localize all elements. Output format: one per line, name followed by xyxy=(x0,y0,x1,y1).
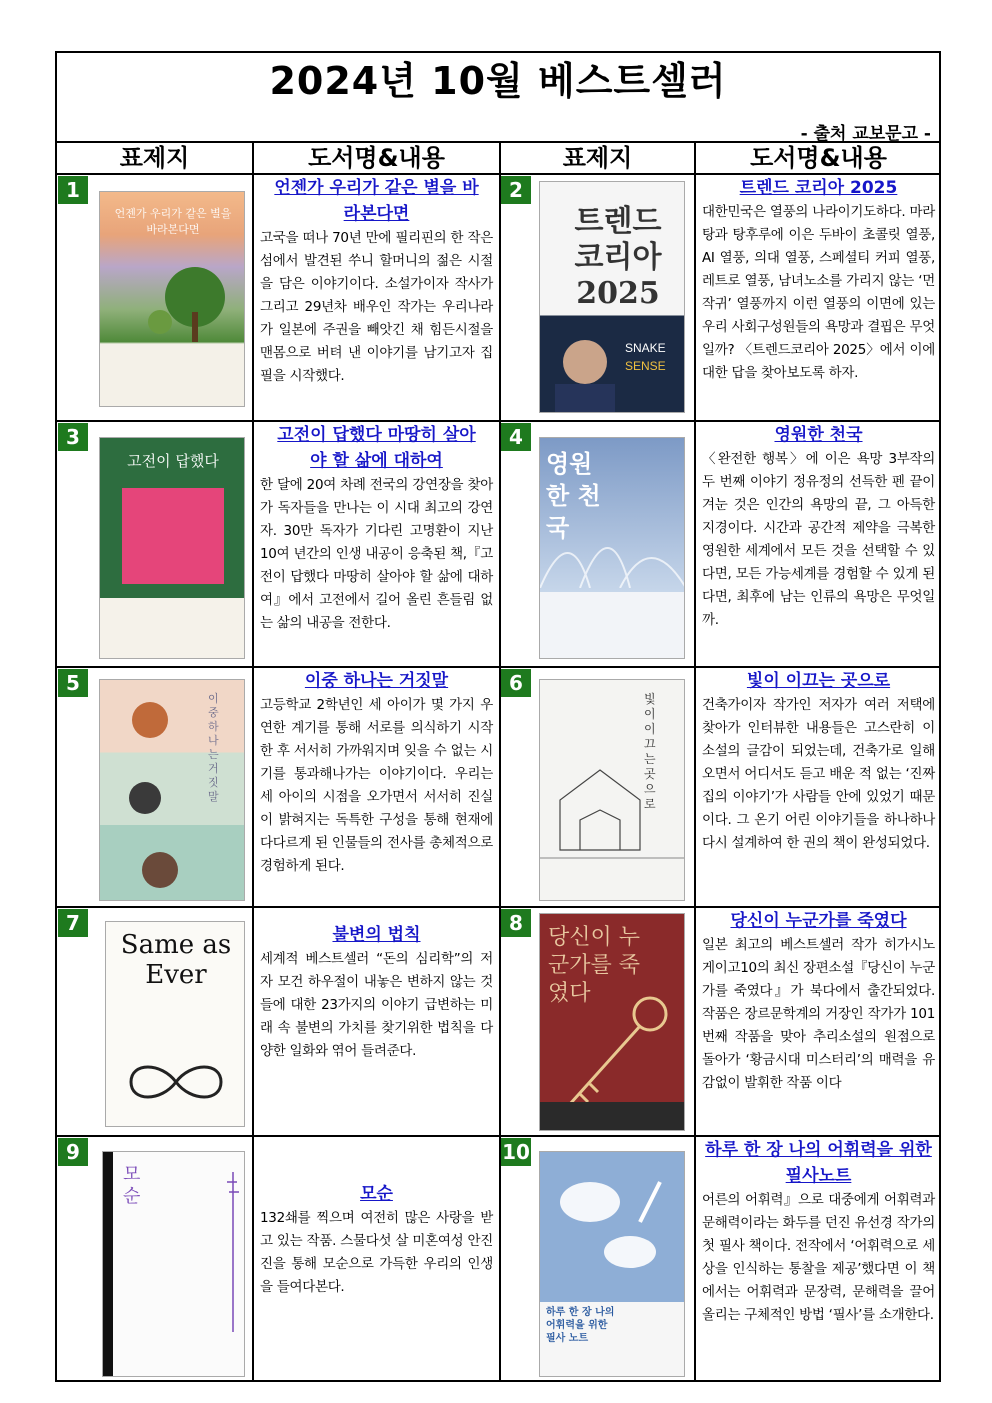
book-description: 건축가이자 작가인 저자가 여러 저택에 찾아가 인터뷰한 내용들은 고스란히 이 소설의 글감이 되었는데, 건축가로 일해 오면서 어디서도 듣고 배운 적 없는 ‘진짜 집의 이야기’가 사람들 안에 있었기 때문이다. 그 온기 어린 이야기들을 하나하나 다시 설계하여 한 권의 책이 완성되었다. xyxy=(702,697,935,851)
cover-block xyxy=(122,488,224,584)
rank-badge: 6 xyxy=(501,669,531,697)
header-cover: 표제지 xyxy=(119,144,190,172)
divider xyxy=(499,142,501,1380)
figures-illustration xyxy=(100,680,245,901)
header-title-content: 도서명&내용 xyxy=(750,144,887,172)
book-description: 어른의 어휘력』으로 대중에게 어휘력과 문해력이라는 화두를 던진 유선경 작가의 첫 필사 책이다. 전작에서 ‘어휘력으로 세상을 인식하는 통찰을 제공’했다면 이 책에서는 어휘력과 문장력, 문해력을 끌어올리는 구체적인 방법 ‘필사’를 소개한다. xyxy=(702,1192,935,1323)
book-description: 고등학교 2학년인 세 아이가 몇 가지 우연한 계기를 통해 서로를 의식하기 시작한 후 서서히 가까워지며 잊을 수 없는 시기를 통과해나가는 이야기이다. 우리는 세 아이의 시점을 오가면서 서서히 진실이 밝혀지는 독특한 구성을 통해 현재에 다다르게 된 인물들의 전사를 총체적으로 경험하게 된다. xyxy=(260,697,493,874)
bestseller-table xyxy=(55,51,941,1382)
cover-title: 당신이 누군가를 죽였다 xyxy=(548,925,641,1006)
author-photo xyxy=(540,322,685,413)
book-description: 132쇄를 찍으며 여전히 많은 사랑을 받고 있는 작품. 스물다섯 살 미혼여성 안진진을 통해 모순으로 가득한 우리의 인생을 들여다본다. xyxy=(260,1210,493,1295)
book-title: 고전이 답했다 마땅히 살아야 할 삶에 대하여 xyxy=(277,425,476,471)
cover-title: 모순 xyxy=(123,1164,141,1207)
book-info xyxy=(696,175,941,420)
svg-text:SNAKE: SNAKE xyxy=(625,341,666,355)
cover-title: 이중 하나는 거짓말 xyxy=(208,692,219,803)
rank-badge: 2 xyxy=(501,176,531,204)
svg-text:SENSE: SENSE xyxy=(625,359,666,373)
book-info xyxy=(254,908,499,1135)
book-description: 세계적 베스트셀러 “돈의 심리학”의 저자 모건 하우절이 내놓은 변하지 않는 것 들에 대한 23가지의 이야기 급변하는 미래 속 불변의 가치를 찾기위한 법칙을 다양한 일화와 엮어 들려준다. xyxy=(260,951,493,1059)
cover-title: 하루 한 장 나의 어휘력을 위한 필사 노트 xyxy=(546,1307,615,1344)
book-description: 한 달에 20여 차례 전국의 강연장을 찾아가 독자들을 만나는 이 시대 최고의 강연자. 30만 독자가 기다린 고명환이 지난 10여 년간의 인생 내공이 응축된 책,『고전이 답했다 마땅히 살아야 할 삶에 대하여』에서 고전에서 길어 올린 흔들림 없는 삶의 내공을 전한다. xyxy=(260,477,493,631)
book-info xyxy=(254,175,499,420)
key-illustration xyxy=(540,994,685,1131)
house-sketch xyxy=(540,740,685,890)
book-cover xyxy=(539,437,685,659)
book-title: 하루 한 장 나의 어휘력을 위한 필사노트 xyxy=(705,1140,932,1186)
rank-badge: 4 xyxy=(501,423,531,451)
book-cover xyxy=(539,1151,685,1377)
grass-illustration xyxy=(540,498,685,588)
book-description: 고국을 떠나 70년 만에 필리핀의 한 작은 섬에서 발견된 쑤니 할머니의 젊은 시절을 담은 이야기이다. 소설가이자 작사가 그리고 29년차 배우인 작가는 우리나라가 일본에 주권을 빼앗긴 채 힘든시절을 맨몸으로 버텨 낸 이야기를 남기고자 집필을 시작했다. xyxy=(260,230,493,384)
speech-bubbles-illustration xyxy=(540,1162,685,1292)
tree-illustration xyxy=(100,252,245,352)
book-title: 당신이 누군가를 죽였다 xyxy=(730,911,907,931)
header-title-content: 도서명&내용 xyxy=(308,144,445,172)
rank-badge: 8 xyxy=(501,909,531,937)
book-title: 언젠가 우리가 같은 별을 바라본다면 xyxy=(274,178,479,224)
book-title: 빛이 이끄는 곳으로 xyxy=(746,671,891,691)
cover-band xyxy=(100,598,245,659)
rank-badge: 9 xyxy=(58,1138,88,1166)
line-illustration xyxy=(103,1152,245,1377)
rank-badge: 10 xyxy=(502,1140,530,1164)
book-cover xyxy=(99,679,245,901)
book-info xyxy=(696,1137,941,1382)
book-description: 대한민국은 열풍의 나라이기도하다. 마라탕과 탕후루에 이은 두바이 초콜릿 열풍, AI 열풍, 의대 열풍, 스페셜티 커피 열풍, 레트로 열풍, 남녀노소를 가리지 않는 ‘먼작귀’ 열풍까지 이런 열풍의 이면에 있는 우리 사회구성원들의 욕망과 결핍은 무엇일까? 〈트렌드코리아 2025〉에서 이에 대한 답을 찾아보도록 하자. xyxy=(702,204,935,381)
infinity-symbol xyxy=(126,1062,226,1102)
book-title: 영원한 천국 xyxy=(774,425,863,445)
book-cover xyxy=(105,921,245,1127)
book-title: 트렌드 코리아 2025 xyxy=(739,178,898,198)
book-title: 불변의 법칙 xyxy=(332,925,421,945)
book-description: 일본 최고의 베스트셀러 작가 히가시노 게이고10의 최신 장편소설『당신이 누군가를 죽였다』가 북다에서 출간되었다. 작품은 장르문학계의 거장인 작가가 101번째 작품을 맞아 추리소설의 원점으로 돌아가 ‘황금시대 미스터리’의 매력을 유감없이 발휘한 작품 이다 xyxy=(702,937,935,1091)
book-info xyxy=(254,668,499,906)
book-info xyxy=(696,908,941,1135)
cover-title: 트렌드 코리아 2025 xyxy=(574,204,662,311)
page-title: 2024년 10월 베스트셀러 xyxy=(269,59,727,103)
book-cover xyxy=(102,1151,245,1377)
rank-badge: 5 xyxy=(58,669,88,697)
source-note: - 출처 교보문고 - xyxy=(800,124,931,144)
rank-badge: 7 xyxy=(58,909,88,937)
book-cover xyxy=(99,191,245,407)
book-cover xyxy=(539,181,685,413)
rank-badge: 3 xyxy=(58,423,88,451)
header-cover: 표제지 xyxy=(562,144,633,172)
book-title: 이중 하나는 거짓말 xyxy=(304,671,449,691)
book-info xyxy=(254,422,499,666)
cover-title: 고전이 답했다 xyxy=(127,452,219,470)
book-info xyxy=(254,1137,499,1382)
rank-badge: 1 xyxy=(58,176,88,204)
cover-title: 언젠가 우리가 같은 별을 바라본다면 xyxy=(114,207,232,236)
cover-title: 영원한 천국 xyxy=(546,449,601,542)
cover-title: 빛이 이끄는 곳으로 xyxy=(644,692,656,811)
book-info xyxy=(696,668,941,906)
cover-title: Same as Ever xyxy=(120,930,232,990)
book-cover xyxy=(539,913,685,1131)
book-description: 〈완전한 행복〉에 이은 욕망 3부작의 두 번째 이야기 정유정의 선득한 펜 끝이 겨눈 것은 인간의 욕망의 끝, 그 아득한 지경이다. 시간과 공간적 제약을 극복한 영원한 세계에서 모든 것을 선택할 수 있다면, 모든 가능세계를 경험할 수 있게 된다면, 최후에 남는 인류의 욕망은 무엇일까. xyxy=(702,451,935,628)
book-info xyxy=(696,422,941,666)
book-title: 모순 xyxy=(360,1184,393,1204)
book-cover xyxy=(99,437,245,659)
book-cover xyxy=(539,679,685,901)
